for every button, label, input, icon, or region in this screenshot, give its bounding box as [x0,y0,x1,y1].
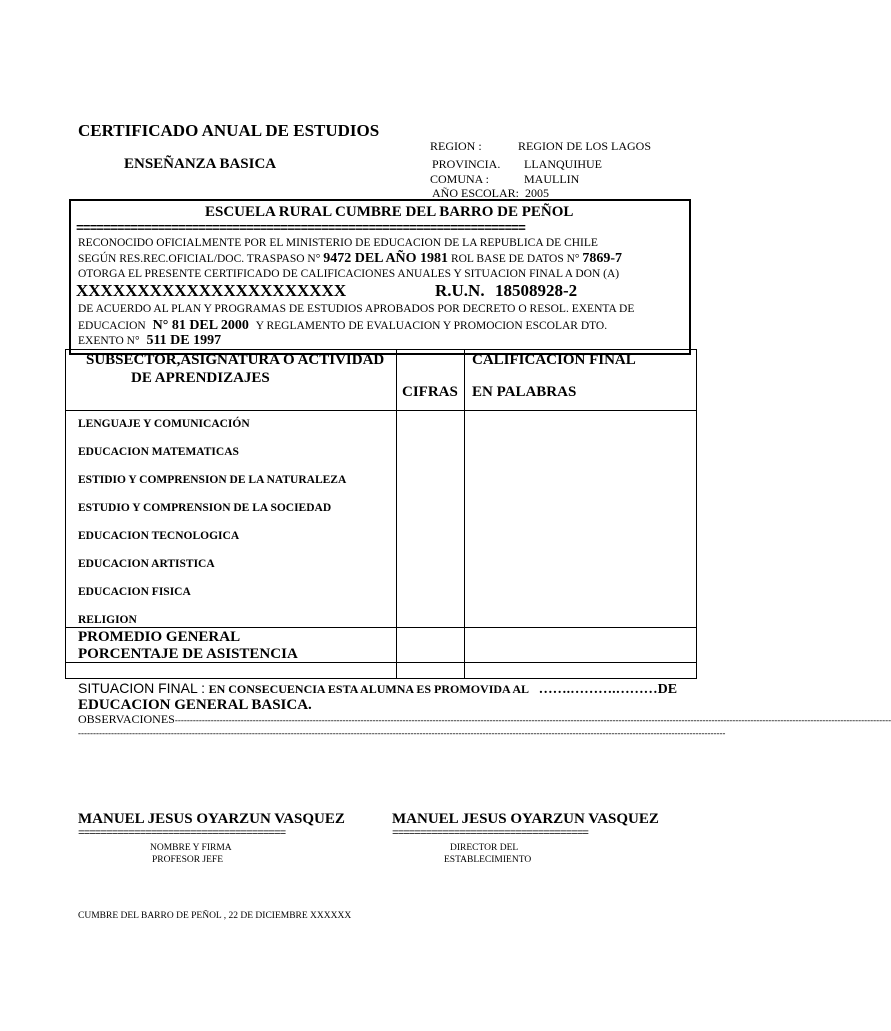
cifras-header: CIFRAS [402,384,458,400]
run-value: 18508928-2 [495,281,578,300]
recognition-text: RECONOCIDO OFICIALMENTE POR EL MINISTERIO DE EDUCACION DE LA REPUBLICA DE CHILE [78,237,598,249]
col-divider-2 [464,349,465,679]
region-label: REGION : [430,139,482,153]
rbd-number: 7869-7 [582,251,623,266]
observations-line [78,712,891,727]
teacher-role-2: PROFESOR JEFE [152,855,224,865]
subject-row: RELIGION [78,614,137,626]
provincia-label: PROVINCIA. [432,157,501,171]
final-grade-header: CALIFICACION FINAL [472,352,636,368]
decree-label: EDUCACION [78,320,146,332]
teacher-rule: ===================================== [78,828,286,840]
decree-number: N° 81 DEL 2000 [152,318,249,333]
words-header: EN PALABRAS [472,384,577,400]
final-situation-level: EDUCACION GENERAL BASICA. [78,697,312,713]
final-situation-text: EN CONSECUENCIA ESTA ALUMNA ES PROMOVIDA AL [208,682,530,696]
director-rule: =================================== [392,828,589,840]
teacher-role-1: NOMBRE Y FIRMA [150,843,232,853]
rbd-label: ROL BASE DE DATOS N° [450,253,580,265]
student-name: XXXXXXXXXXXXXXXXXXXXXX [76,281,347,300]
comuna-label: COMUNA : [430,172,490,186]
school-name: ESCUELA RURAL CUMBRE DEL BARRO DE PEÑOL [205,204,574,220]
subject-row: EDUCACION MATEMATICAS [78,446,239,458]
region-value: REGION DE LOS LAGOS [518,139,651,153]
subject-row: ESTUDIO Y COMPRENSION DE LA SOCIEDAD [78,502,332,514]
subject-row: LENGUAJE Y COMUNICACIÓN [78,418,250,430]
teacher-name: MANUEL JESUS OYARZUN VASQUEZ [78,811,345,827]
final-situation-line [78,680,677,698]
anio-label: AÑO ESCOLAR: [432,186,520,200]
resolution-label: SEGÚN RES.REC.OFICIAL/DOC. TRASPASO N° [78,253,321,265]
plan-text: DE ACUERDO AL PLAN Y PROGRAMAS DE ESTUDIOS APROBADOS POR DECRETO O RESOL. EXENTA DE [78,303,635,315]
certificate-subtitle: ENSEÑANZA BASICA [124,156,277,172]
director-role-1: DIRECTOR DEL [450,843,519,853]
header-divider [65,410,696,411]
director-role-2: ESTABLECIMIENTO [444,855,532,865]
observations-dashes-2: ------------------------------------------------------------------------------------------------------------------------------------------------------------------------------------------------------------------------ [78,728,726,738]
subject-column-header: SUBSECTOR,ASIGNATURA O ACTIVIDAD [86,352,385,368]
decree-line [78,318,607,334]
final-situation-dots: …….……….………DE [538,682,678,697]
school-rule: ================================================================== [76,221,525,236]
comuna-value: MAULLIN [524,172,580,186]
col-divider-1 [396,349,397,679]
provincia-value: LLANQUIHUE [524,157,602,171]
exento-number: 511 DE 1997 [146,333,222,348]
subject-column-header-2: DE APRENDIZAJES [131,370,270,386]
certificate-title: CERTIFICADO ANUAL DE ESTUDIOS [78,121,380,140]
exento-line [78,333,221,349]
observations-dashes: ----------------------------------------------------------------------------------------------------------------------------------------------------------------------------------------------------------------------------------------------- [174,715,891,725]
subjects-divider [65,627,696,628]
subject-row: ESTIDIO Y COMPRENSION DE LA NATURALEZA [78,474,347,486]
place-date: CUMBRE DEL BARRO DE PEÑOL , 22 DE DICIEMBRE XXXXXX [78,911,352,921]
porcentaje-asistencia: PORCENTAJE DE ASISTENCIA [78,646,298,662]
resolution-number: 9472 DEL AÑO 1981 [323,251,449,266]
resolution-line [78,251,622,267]
observations-label: OBSERVACIONES [78,712,175,726]
exento-label: EXENTO N° [78,335,140,347]
promedio-general: PROMEDIO GENERAL [78,629,241,645]
final-situation-label: SITUACION FINAL : [78,680,206,696]
run-label: R.U.N. [435,281,485,300]
director-name: MANUEL JESUS OYARZUN VASQUEZ [392,811,659,827]
subject-row: EDUCACION TECNOLOGICA [78,530,240,542]
regulation-text: Y REGLAMENTO DE EVALUACION Y PROMOCION ESCOLAR DTO. [255,320,608,332]
subject-row: EDUCACION FISICA [78,586,191,598]
anio-value: 2005 [525,186,549,200]
subject-row: EDUCACION ARTISTICA [78,558,215,570]
grant-text: OTORGA EL PRESENTE CERTIFICADO DE CALIFICACIONES ANUALES Y SITUACION FINAL A DON (A) [78,268,620,280]
